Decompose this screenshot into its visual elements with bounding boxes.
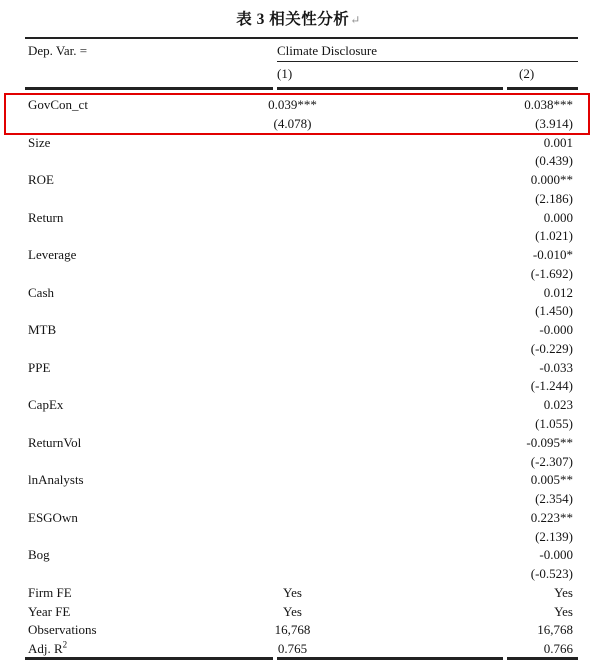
table-row: [25, 415, 578, 434]
row-cell-col1: [205, 265, 380, 284]
row-cell-col1: [205, 490, 380, 509]
row-cell-col2: (2.354): [535, 491, 573, 507]
table-row: [25, 321, 578, 340]
row-cell-col2: 16,768: [537, 622, 573, 638]
row-cell-col1: [205, 528, 380, 547]
row-label: [25, 171, 205, 190]
table-row: [25, 565, 578, 584]
row-label-text: ESGOwn: [28, 509, 78, 525]
row-label: [25, 584, 205, 603]
row-cell-col1: [205, 377, 380, 396]
row-cell-col1: [205, 171, 380, 190]
table-row: [25, 246, 578, 265]
table-rule-top: [25, 37, 578, 39]
row-label: [25, 359, 205, 378]
table-row: [25, 396, 578, 415]
table-row: [25, 603, 578, 622]
row-label-text: Leverage: [28, 247, 77, 263]
table-row: [25, 453, 578, 472]
row-cell-col2: (-0.229): [530, 340, 573, 356]
row-label-text: MTB: [28, 322, 57, 338]
row-cell-col2: 0.000: [543, 209, 573, 225]
row-label-text: Firm FE: [28, 584, 72, 600]
row-cell-col2: (-0.523): [530, 566, 573, 582]
row-label-text: Cash: [28, 284, 54, 300]
table-row: [25, 509, 578, 528]
table-row: [25, 359, 578, 378]
span-header-climate-disclosure: Climate Disclosure: [277, 43, 378, 58]
row-label: [25, 321, 205, 340]
row-label: [25, 471, 205, 490]
table-row: [25, 621, 578, 640]
row-label: [25, 284, 205, 303]
row-cell-col2: 0.000**: [530, 172, 573, 188]
row-label: [25, 490, 205, 509]
row-cell-col1: [205, 284, 380, 303]
row-label: [25, 509, 205, 528]
row-cell-col2: (1.021): [535, 228, 573, 244]
row-cell-col1: [205, 227, 380, 246]
row-cell-col2: 0.766: [543, 641, 573, 657]
row-label: [25, 340, 205, 359]
row-cell-col2: -0.033: [539, 359, 573, 375]
rule-segment: [277, 87, 503, 90]
row-cell-col2: (-1.244): [530, 378, 573, 394]
row-label: [25, 528, 205, 547]
row-cell-col1: [205, 453, 380, 472]
row-label: [25, 453, 205, 472]
table-row: [25, 584, 578, 603]
row-cell-col1: 0.039***: [268, 97, 317, 112]
row-label-text: Return: [28, 209, 64, 225]
row-label-text: Size: [28, 134, 51, 150]
row-label: [25, 415, 205, 434]
table-row: [25, 490, 578, 509]
row-label: [25, 546, 205, 565]
dep-var-label: Dep. Var. =: [28, 43, 88, 58]
table-rule-header-bottom: [25, 87, 578, 90]
row-label: [25, 96, 205, 115]
table-rule-bottom: [25, 657, 578, 660]
row-label-text: lnAnalysts: [28, 472, 84, 488]
row-cell-col2: (2.139): [535, 528, 573, 544]
row-label: [25, 115, 205, 134]
row-cell-col1: [205, 546, 380, 565]
row-cell-col1: [205, 415, 380, 434]
table-row: [25, 115, 578, 134]
row-label-text: Observations: [28, 622, 97, 638]
row-cell-col1: [205, 152, 380, 171]
row-cell-col2: 0.001: [543, 134, 573, 150]
table-row: [25, 96, 578, 115]
row-label: [25, 227, 205, 246]
row-cell-col2: -0.000: [539, 547, 573, 563]
table-row: [25, 528, 578, 547]
row-cell-col1: 0.765: [277, 641, 308, 657]
row-cell-col2: 0.005**: [530, 472, 573, 488]
row-cell-col2: Yes: [554, 603, 573, 619]
row-cell-col1: [205, 509, 380, 528]
row-label-text: Adj. R: [28, 641, 63, 657]
row-cell-col1: [205, 246, 380, 265]
row-label: [25, 621, 205, 640]
table-row: [25, 302, 578, 321]
row-cell-col1: [205, 565, 380, 584]
row-cell-col2: (0.439): [535, 153, 573, 169]
row-label: [25, 302, 205, 321]
rule-segment: [507, 87, 578, 90]
row-label: [25, 377, 205, 396]
row-cell-col2: (-2.307): [530, 453, 573, 469]
row-cell-col2: (3.914): [535, 115, 573, 131]
row-label: [25, 603, 205, 622]
row-cell-col1: [205, 396, 380, 415]
row-label-sup: 2: [62, 639, 68, 650]
row-label: [25, 265, 205, 284]
table-row: [25, 227, 578, 246]
row-cell-col1: [205, 321, 380, 340]
row-cell-col2: 0.038***: [524, 97, 573, 112]
table-row: [25, 546, 578, 565]
row-cell-col1: 16,768: [274, 622, 311, 638]
row-cell-col2: (-1.692): [530, 265, 573, 281]
rule-segment: [277, 657, 503, 660]
row-label: [25, 134, 205, 153]
row-cell-col1: [205, 471, 380, 490]
table-body: [25, 96, 578, 659]
row-label: [25, 565, 205, 584]
table-title: [0, 7, 597, 29]
row-cell-col2: -0.010*: [532, 247, 573, 263]
table-row: [25, 265, 578, 284]
column-1-header: (1): [277, 66, 293, 81]
rule-segment: [25, 657, 273, 660]
rule-segment: [25, 87, 273, 90]
table-row: [25, 152, 578, 171]
table-row: [25, 190, 578, 209]
row-cell-col2: 0.012: [543, 284, 573, 300]
row-cell-col1: [205, 302, 380, 321]
row-label-text: ROE: [28, 172, 54, 188]
row-label: [25, 209, 205, 228]
row-cell-col1: [205, 340, 380, 359]
row-label: [25, 190, 205, 209]
row-cell-col1: (4.078): [273, 115, 312, 131]
row-cell-col1: [205, 190, 380, 209]
table-row: [25, 434, 578, 453]
row-label-text: CapEx: [28, 397, 64, 413]
table-row: [25, 134, 578, 153]
table-row: [25, 284, 578, 303]
row-label: [25, 434, 205, 453]
table-row: [25, 171, 578, 190]
row-cell-col2: -0.095**: [526, 434, 573, 450]
row-cell-col2: Yes: [554, 584, 573, 600]
row-label-text: Bog: [28, 547, 50, 563]
row-label: [25, 152, 205, 171]
row-label-text: GovCon_ct: [28, 97, 88, 112]
row-label-text: ReturnVol: [28, 434, 82, 450]
row-cell-col2: (1.055): [535, 416, 573, 432]
row-cell-col1: [205, 134, 380, 153]
row-cell-col2: (2.186): [535, 190, 573, 206]
table-row: [25, 340, 578, 359]
table-title-text: 表 3 相关性分析: [236, 11, 350, 28]
table-rule-span-header: [277, 61, 578, 62]
row-label-text: Year FE: [28, 603, 71, 619]
table-row: [25, 209, 578, 228]
row-label: [25, 246, 205, 265]
table-row: [25, 471, 578, 490]
rule-segment: [507, 657, 578, 660]
table-row: [25, 377, 578, 396]
row-cell-col1: [205, 359, 380, 378]
row-cell-col1: Yes: [283, 584, 302, 600]
row-cell-col2: -0.000: [539, 322, 573, 338]
row-label-text: PPE: [28, 359, 51, 375]
row-cell-col1: [205, 434, 380, 453]
row-cell-col1: [205, 209, 380, 228]
row-cell-col2: 0.023: [543, 397, 573, 413]
column-2-header: (2): [519, 66, 535, 81]
paragraph-return-mark: ↵: [350, 13, 361, 27]
row-cell-col1: Yes: [283, 603, 302, 619]
row-cell-col2: (1.450): [535, 303, 573, 319]
row-label: [25, 396, 205, 415]
row-cell-col2: 0.223**: [530, 509, 573, 525]
